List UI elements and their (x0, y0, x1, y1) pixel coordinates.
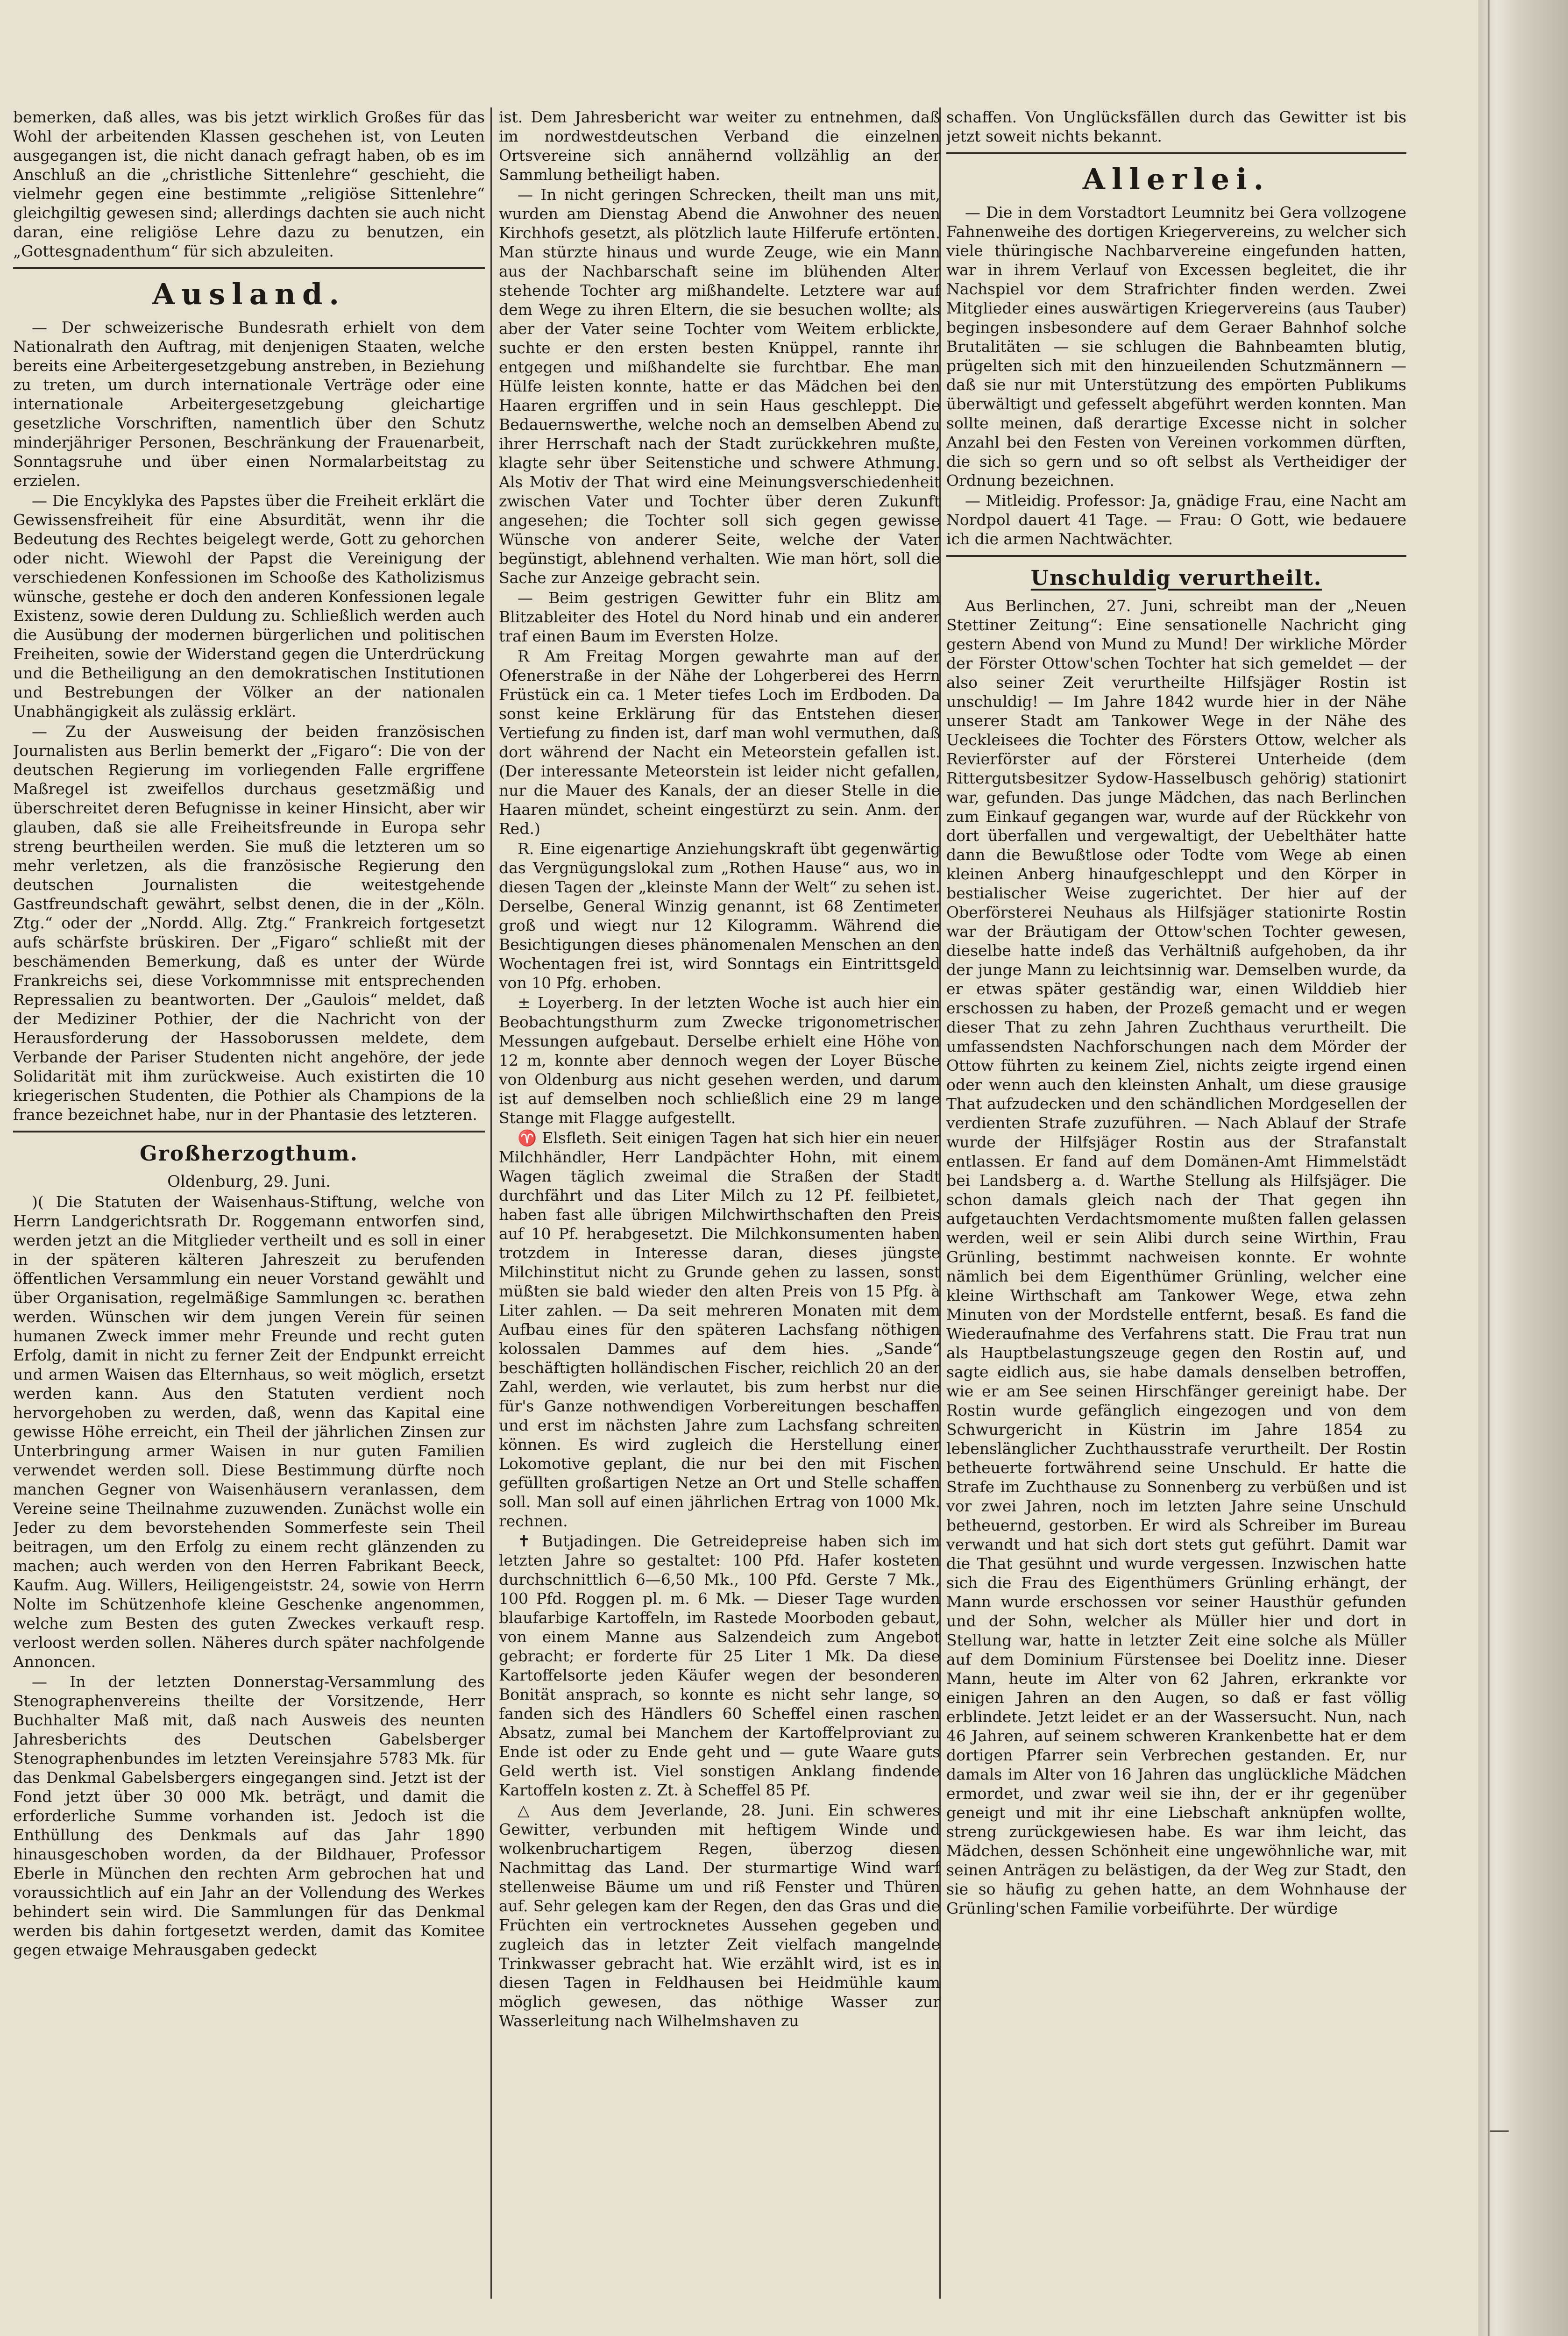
article-text: △ Aus dem Jeverlande, 28. Juni. Ein schweres Gewitter, verbunden mit heftigem Winde und wolkenbruchartigem Regen, überzog diesen Nachmittag das Land. Der sturmartige Wind warf stellenweise Bäume um und riß Fenster und Thüren auf. Sehr gelegen kam der Regen, den das Gras und die Früchten ein vertrocknetes Aussehen gegeben und zugleich das in letzter Zeit vielfach mangelnde Trinkwasser gebracht hat. Wie erzählt wird, ist es in diesen Tagen in Feldhausen bei Heidmühle kaum möglich gewesen, das nöthige Wasser zur Wasserleitung nach Wilhelmshaven zu (499, 1801, 940, 2030)
section-heading: Unschuldig verurtheilt. (1030, 566, 1322, 590)
section-rule (946, 555, 1406, 557)
column-3 (946, 107, 1406, 2313)
section-heading: Ausland. (152, 277, 346, 311)
column-2 (499, 107, 940, 2313)
article-text: )( Die Statuten der Waisenhaus-Stiftung, welche von Herrn Landgerichtsrath Dr. Roggemann entworfen sind, werden jetzt an die Mitglieder vertheilt und es soll in einer in der späteren kälteren Jahreszeit zu berufenden öffentlichen Versammlung ein neuer Vorstand gewählt und über Organisation, regelmäßige Sammlungen ꝛc. berathen werden. Wünschen wir dem jungen Verein für seinen humanen Zweck immer mehr Freunde und recht guten Erfolg, damit in nicht zu ferner Zeit der Endpunkt erreicht und armen Waisen das Elternhaus, so weit möglich, ersetzt werden kann. Aus den Statuten verdient noch hervorgehoben zu werden, daß, wenn das Kapital eine gewisse Höhe erreicht, ein Theil der jährlichen Zinsen zur Unterbringung armer Waisen in nur guten Familien verwendet werden soll. Diese Bestimmung dürfte noch manchen Gegner von Waisenhäusern veranlassen, dem Vereine seine Theilnahme zuzuwenden. Zunächst wolle ein Jeder zu dem bevorstehenden Sommerfeste sein Theil beitragen, um den Erfolg zu einem recht glänzenden zu machen; auch werden von den Herren Fabrikant Beeck, Kaufm. Aug. Willers, Heiligengeiststr. 24, sowie von Herrn Nolte im Schützenhofe kleine Geschenke angenommen, welche zum Besten des guten Zweckes verkauft resp. verloost werden sollen. Näheres durch später nachfolgende Annoncen. (13, 1193, 485, 1671)
article-text: — Die Encyklyka des Papstes über die Freiheit erklärt die Gewissensfreiheit für eine Absurdität, wenn ihr die Bedeutung des Rechtes beigelegt werde, Gott zu gehorchen oder nicht. Wiewohl der Papst die Vereinigung der verschiedenen Konfessionen im Schooße des Katholizismus wünsche, gestehe er doch den anderen Konfessionen legale Existenz, sowie deren Duldung zu. Schließlich werden auch die Ausübung der modernen bürgerlichen und politischen Freiheiten, sowie der Widerstand gegen die Unterdrückung und die Betheiligung an den demokratischen Institutionen und Bestrebungen der Völker an der nationalen Unabhängigkeit als zulässig erklärt. (13, 491, 485, 720)
article-text: — In der letzten Donnerstag-Versammlung des Stenographenvereins theilte der Vorsitzende, Herr Buchhalter Maß mit, daß nach Ausweis des neunten Jahresberichts des Deutschen Gabelsberger Stenographenbundes im letzten Vereinsjahre 5783 Mk. für das Denkmal Gabelsbergers eingegangen sind. Jetzt ist der Fond jetzt über 30 000 Mk. beträgt, und damit die erforderliche Summe vorhanden ist. Jedoch ist die Enthüllung des Denkmals auf das Jahr 1890 hinausgeschoben worden, da der Bildhauer, Professor Eberle in München den rechten Arm gebrochen hat und voraussichtlich auf ein Jahr an der Vollendung des Werkes behindert sein wird. Die Sammlungen für das Denkmal werden bis dahin fortgesetzt werden, damit das Komitee gegen etwaige Mehrausgaben gedeckt (13, 1673, 485, 1959)
article-text: R Am Freitag Morgen gewahrte man auf der Ofenerstraße in der Nähe der Lohgerberei des Herrn Früstück ein ca. 1 Meter tiefes Loch im Erdboden. Da sonst keine Erklärung für das Entstehen dieser Vertiefung zu finden ist, darf man wohl vermuthen, daß dort während der Nacht ein Meteorstein gefallen ist. (Der interessante Meteorstein ist leider nicht gefallen, nur die Mauer des Kanals, der an dieser Stelle in die Haaren mündet, scheint eingestürzt zu sein. Anm. der Red.) (499, 647, 940, 838)
book-spine-edge (1478, 0, 1568, 2336)
column-divider (490, 107, 492, 2299)
article-text: — Beim gestrigen Gewitter fuhr ein Blitz am Blitzableiter des Hotel du Nord hinab und ein anderer traf einen Baum im Eversten Holze. (499, 589, 940, 645)
section-rule (946, 152, 1406, 154)
article-text: — In nicht geringen Schrecken, theilt man uns mit, wurden am Dienstag Abend die Anwohner des neuen Kirchhofs gesetzt, als plötzlich laute Hilferufe ertönten. Man stürzte hinaus und wurde Zeuge, wie ein Mann aus der Nachbarschaft seine im blühenden Alter stehende Tochter arg mißhandelte. Letztere war auf dem Wege zu ihren Eltern, die sie besuchen wollte; als aber der Vater seine Tochter vom Weitem erblickte, suchte er den ersten besten Knüppel, rannte ihr entgegen und mißhandelte sie furchtbar. Ehe man Hülfe leisten konnte, hatte er das Mädchen bei den Haaren ergriffen und in sein Haus geschleppt. Die Bedauernswerthe, welche noch an demselben Abend zu ihrer Herrschaft nach der Stadt zurückkehren mußte, klagte sehr über Seitenstiche und schwere Athmung. Als Motiv der That wird eine Meinungsverschiedenheit zwischen Vater und Tochter über deren Zukunft angesehen; die Tochter soll sich gegen gewisse Wünsche von anderer Seite, welche der Vater begünstigt, ablehnend verhalten. Wie man hört, soll die Sache zur Anzeige gebracht sein. (499, 185, 940, 587)
section-rule (13, 267, 485, 269)
column-1 (13, 107, 485, 2313)
article-text: — Zu der Ausweisung der beiden französischen Journalisten aus Berlin bemerkt der „Figaro“: Die von der deutschen Regierung im vorliegenden Falle ergriffene Maßregel ist zweifellos durchaus gesetzmäßig und überschreitet deren Befugnisse in keiner Hinsicht, aber wir glauben, daß sie alle Freiheitsfreunde in Europa sehr streng beurtheilen werden. Sie muß die letzteren um so mehr verletzen, als die französische Regierung den deutschen Journalisten die weitestgehende Gastfreundschaft gewährt, selbst denen, die in der „Köln. Ztg.“ oder der „Nordd. Allg. Ztg.“ Frankreich fortgesetzt aufs schärfste brüskiren. Der „Figaro“ schließt mit der beschämenden Bemerkung, daß es unter der Würde Frankreichs sei, diese Vorkommnisse mit entsprechenden Repressalien zu beantworten. Der „Gaulois“ meldet, daß der Mediziner Pothier, der die Nachricht von der Herausforderung der Hassoborussen meldete, dem Verbande der Pariser Studenten nicht angehöre, der jede Solidarität mit ihm zurückweise. Auch existirten die 10 kriegerischen Studenten, die Pothier als Champions de la france bezeichnet habe, nur in der Phantasie des letzteren. (13, 722, 485, 1124)
article-text: schaffen. Von Unglücksfällen durch das Gewitter ist bis jetzt soweit nichts bekannt. (946, 108, 1406, 145)
article-text: Aus Berlinchen, 27. Juni, schreibt man der „Neuen Stettiner Zeitung“: Eine sensationelle Nachricht ging gestern Abend von Mund zu Mund! Der wirkliche Mörder der Förster Ottow'schen Tochter hat sich gemeldet — der also seiner Zeit verurtheilte Hilfsjäger Rostin ist unschuldig! — Im Jahre 1842 wurde hier in der Nähe unserer Stadt am Tankower Wege in der Nähe des Ueckleisees die Tochter des Försters Ottow, welcher als Revierförster auf der Försterei Unterheide (dem Rittergutsbesitzer Sydow-Hasselbusch gehörig) stationirt war, gefunden. Das junge Mädchen, das nach Berlinchen zum Einkauf gegangen war, wurde auf der Rückkehr von dort überfallen und vergewaltigt, der Uebelthäter hatte dann die Bewußtlose oder Todte vom Wege ab einen kleinen Anberg hinaufgeschleppt und den Körper in bestialischer Weise zugerichtet. Der hier auf der Oberförsterei Neuhaus als Hilfsjäger stationirte Rostin war der Bräutigam der Ottow'schen Tochter gewesen, dieselbe hatte indeß das Verhältniß aufgehoben, da ihr der junge Mann zu leichtsinnig war. Demselben wurde, da er etwas später geständig war, einen Wilddieb hier erschossen zu haben, der Prozeß gemacht und er wegen dieser That zu zehn Jahren Zuchthaus verurtheilt. Die umfassendsten Nachforschungen nach dem Mörder der Ottow führten zu keinem Ziel, nichts zeigte irgend einen oder wenn auch den kleinsten Anhalt, um diese grausige That aufzudecken und den schändlichen Mordgesellen der verdienten Strafe zuzuführen. — Nach Ablauf der Strafe wurde der Hilfsjäger Rostin aus der Strafanstalt entlassen. Er fand auf dem Domänen-Amt Himmelstädt bei Landsberg a. d. Warthe Stellung als Hilfsjäger. Die schon damals gleich nach der That gegen ihn aufgetauchten Verdachtsmomente mußten fallen gelassen werden, weil er sein Alibi durch seine Wirthin, Frau Grünling, bestimmt nachweisen konnte. Er wohnte nämlich bei dem Eigenthümer Grünling, welcher eine kleine Wirthschaft am Tankower Wege, etwa zehn Minuten von der Mordstelle entfernt, besaß. Es fand die Wiederaufnahme des Verfahrens statt. Die Frau trat nun als Hauptbelastungszeuge gegen den Rostin auf, und sagte eidlich aus, sie habe damals denselben betroffen, wie er am See seinen Hirschfänger gereinigt habe. Der Rostin wurde gefänglich eingezogen und von dem Schwurgericht in Küstrin im Jahre 1854 zu lebenslänglicher Zuchthausstrafe verurtheilt. Der Rostin betheuerte fortwährend seine Unschuld. Er hatte die Strafe im Zuchthause zu Sonnenberg zu verbüßen und ist vor zwei Jahren, noch im letzten Jahre seine Unschuld betheuernd, gestorben. Er wird als Schreiber im Bureau verwandt und hat sich dort stets gut geführt. Damit war die That gesühnt und wurde vergessen. Inzwischen hatte sich die Frau des Eigenthümers Grünling erhängt, der Mann wurde erschossen vor seiner Hausthür gefunden und der Sohn, welcher als Müller hier und dort in Stellung war, hatte in letzter Zeit eine solche als Müller auf dem Dominium Fürstensee bei Doelitz inne. Dieser Mann, heute im Alter von 62 Jahren, erkrankte vor einigen Jahren an den Augen, so daß er fast völlig erblindete. Jetzt leidet er an der Wassersucht. Nun, nach 46 Jahren, auf seinem schweren Krankenbette hat er dem dortigen Pfarrer sein Verbrechen gestanden. Er, nur damals im Alter von 16 Jahren das unglückliche Mädchen ermordet, und zwar weil sie ihn, der er ihr gegenüber geneigt und mit ihr eine Liebschaft anknüpfen wollte, streng zurückgewiesen habe. Es war ihm leicht, das Mädchen, dessen Schönheit eine ungewöhnliche war, mit seinen Anträgen zu belästigen, da der Weg zur Stadt, den sie so häufig zu gehen hatte, an dem Wohnhause der Grünling'schen Familie vorbeiführte. Der würdige (946, 597, 1406, 1917)
article-text: — Die in dem Vorstadtort Leumnitz bei Gera vollzogene Fahnenweihe des dortigen Kriegervereins, zu welcher sich viele thüringische Nachbarvereine eingefunden hatten, war in ihrem Verlauf von Excessen begleitet, die ihr Nachspiel vor dem Strafrichter finden werden. Zwei Mitglieder eines auswärtigen Kriegervereins (aus Tauber) begingen insbesondere auf dem Geraer Bahnhof solche Brutalitäten — sie schlugen die Bahnbeamten blutig, prügelten sich mit den hinzueilenden Schutzmännern — daß sie nur mit Unterstützung des empörten Publikums überwältigt und gefesselt abgeführt werden konnten. Man sollte meinen, daß derartige Excesse nicht in solcher Anzahl bei den Festen von Vereinen vorkommen dürften, die sich so gern und so oft selbst als Vertheidiger der Ordnung bezeichnen. (946, 203, 1406, 490)
margin-mark (1490, 2130, 1509, 2132)
section-heading: Großherzogthum. (140, 1142, 358, 1166)
article-text: bemerken, daß alles, was bis jetzt wirklich Großes für das Wohl der arbeitenden Klassen geschehen ist, von Leuten ausgegangen ist, die nicht danach gefragt haben, ob es im Anschluß an die „christliche Sittenlehre“ geschieht, die vielmehr gegen eine bestimmte „religiöse Sittenlehre“ gleichgiltig gewesen sind; allerdings dachten sie auch nicht daran, eine religiöse Lehre dazu zu benutzen, ein „Gottesgnadenthum“ für sich abzuleiten. (13, 108, 485, 260)
article-text: ✝ Butjadingen. Die Getreidepreise haben sich im letzten Jahre so gestaltet: 100 Pfd. Hafer kosteten durchschnittlich 6—6,50 Mk., 100 Pfd. Gerste 7 Mk., 100 Pfd. Roggen pl. m. 6 Mk. — Dieser Tage wurden blaufarbige Kartoffeln, im Rastede Moorboden gebaut, von einem Manne aus Salzendeich zum Angebot gebracht; er forderte für 25 Liter 1 Mk. Da diese Kartoffelsorte jeden Käufer wegen der besonderen Bonität ansprach, so konnte es nicht sehr lange, so fanden sich des Händlers 60 Scheffel einen raschen Absatz, zumal bei Manchem der Kartoffelproviant zu Ende ist oder zu Ende geht und — gute Waare guts Geld werth ist. Viel sonstigen Anklang findende Kartoffeln kosten z. Zt. à Scheffel 85 Pf. (499, 1532, 940, 1799)
article-text: ist. Dem Jahresbericht war weiter zu entnehmen, daß im nordwestdeutschen Verband die einzelnen Ortsvereine sich annähernd vollzählig an der Sammlung betheiligt haben. (499, 108, 940, 184)
dateline: Oldenburg, 29. Juni. (167, 1172, 331, 1191)
section-heading: Allerlei. (1082, 162, 1270, 196)
article-text: — Der schweizerische Bundesrath erhielt von dem Nationalrath den Auftrag, mit denjenigen Staaten, welche bereits eine Arbeitergesetzgebung anstreben, in Beziehung zu treten, um durch internationale Verträge oder eine internationale Arbeitergesetzgebung gleichartige gesetzliche Vorschriften, namentlich über den Schutz minderjähriger Personen, Beschränkung der Frauenarbeit, Sonntagsruhe und über einen Normalarbeitstag zu erzielen. (13, 318, 485, 490)
section-rule (13, 1131, 485, 1132)
article-text: ♈ Elsfleth. Seit einigen Tagen hat sich hier ein neuer Milchhändler, Herr Landpächter Hohn, mit einem Wagen täglich zweimal die Straßen der Stadt durchfährt und das Liter Milch zu 12 Pf. feilbietet, haben fast alle übrigen Milchwirthschaften den Preis auf 10 Pf. herabgesetzt. Die Milchkonsumenten haben trotzdem in Interesse daran, dieses jüngste Milchinstitut nicht zu Grunde gehen zu lassen, sonst müßten sie bald wieder den alten Preis von 15 Pfg. à Liter zahlen. — Da seit mehreren Monaten mit dem Aufbau eines für den späteren Lachsfang nöthigen kolossalen Dammes auf dem hies. „Sande“ beschäftigten holländischen Fischer, reichlich 20 an der Zahl, werden, wie verlautet, bis zum herbst nur die für's Ganze nothwendigen Vorbereitungen beschaffen und erst im nächsten Jahre zum Lachsfang schreiten können. Es wird zugleich die Herstellung einer Lokomotive geplant, die nur bei den mit Fischen gefüllten großartigen Netze an Ort und Stelle schaffen soll. Man soll auf einen jährlichen Ertrag von 1000 Mk. rechnen. (499, 1129, 940, 1530)
article-text: — Mitleidig. Professor: Ja, gnädige Frau, eine Nacht am Nordpol dauert 41 Tage. — Frau: O Gott, wie bedauere ich die armen Nachtwächter. (946, 491, 1406, 548)
article-text: ± Loyerberg. In der letzten Woche ist auch hier ein Beobachtungsthurm zum Zwecke trigonometrischer Messungen aufgebaut. Derselbe erhielt eine Höhe von 12 m, konnte aber dennoch wegen der Loyer Büsche von Oldenburg aus nicht gesehen werden, und darum ist auf demselben noch schließlich eine 29 m lange Stange mit Flagge aufgestellt. (499, 994, 940, 1127)
article-text: R. Eine eigenartige Anziehungskraft übt gegenwärtig das Vergnügungslokal zum „Rothen Hause“ aus, wo in diesen Tagen der „kleinste Mann der Welt“ zu sehen ist. Derselbe, General Winzig genannt, ist 68 Zentimeter groß und wiegt nur 12 Kilogramm. Während die Besichtigungen dieses phänomenalen Menschen an den Wochentagen frei ist, wird Sonntags ein Eintrittsgeld von 10 Pfg. erhoben. (499, 840, 940, 992)
